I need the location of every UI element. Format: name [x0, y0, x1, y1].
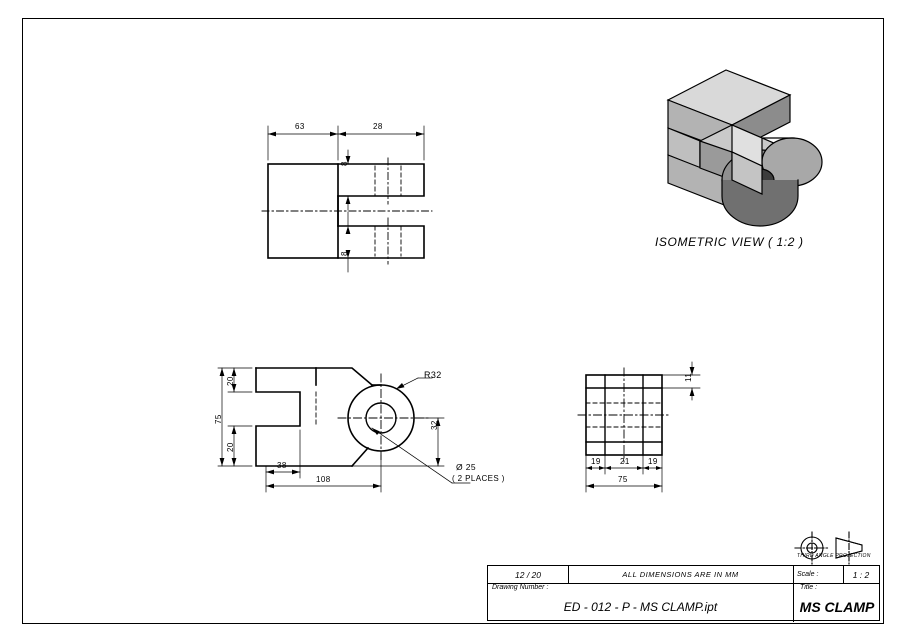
dim-front-2places: ( 2 PLACES ) — [452, 474, 505, 483]
dim-top-8-lower: 8 — [340, 251, 349, 256]
sheet-number: 12 / 20 — [515, 569, 541, 580]
dimensions-note: ALL DIMENSIONS ARE IN MM — [622, 570, 739, 579]
title-label: Title : — [800, 584, 818, 591]
scale-label: Scale : — [797, 571, 819, 578]
dim-side-21: 21 — [620, 457, 630, 466]
dim-front-r32: R32 — [424, 370, 442, 380]
projection-symbol-caption: THIRD ANGLE PROJECTION — [797, 553, 871, 559]
dim-side-19-right: 19 — [648, 457, 658, 466]
isometric-view-label: ISOMETRIC VIEW ( 1:2 ) — [655, 235, 804, 249]
drawing-number-value: ED - 012 - P - MS CLAMP.ipt — [563, 600, 718, 614]
dim-front-108: 108 — [316, 475, 331, 484]
drawing-number-label: Drawing Number : — [492, 584, 549, 591]
title-block-row-top — [488, 566, 879, 584]
dim-top-28: 28 — [373, 122, 383, 131]
dim-front-38: 38 — [277, 461, 287, 470]
scale-value: 1 : 2 — [852, 569, 870, 580]
dim-front-20-upper: 20 — [226, 376, 235, 386]
dim-top-8-upper: 8 — [340, 161, 349, 166]
dim-side-11: 11 — [684, 372, 693, 382]
title-block — [487, 565, 880, 621]
dim-front-32: 32 — [430, 420, 439, 430]
dim-front-dia25: Ø 25 — [456, 462, 477, 472]
dim-side-75: 75 — [618, 475, 628, 484]
title-value: MS CLAMP — [799, 599, 875, 615]
dim-front-20-lower: 20 — [226, 442, 235, 452]
title-block-row-bottom — [488, 584, 879, 622]
dim-side-19-left: 19 — [591, 457, 601, 466]
dim-front-75: 75 — [214, 414, 223, 424]
dim-top-63: 63 — [295, 122, 305, 131]
